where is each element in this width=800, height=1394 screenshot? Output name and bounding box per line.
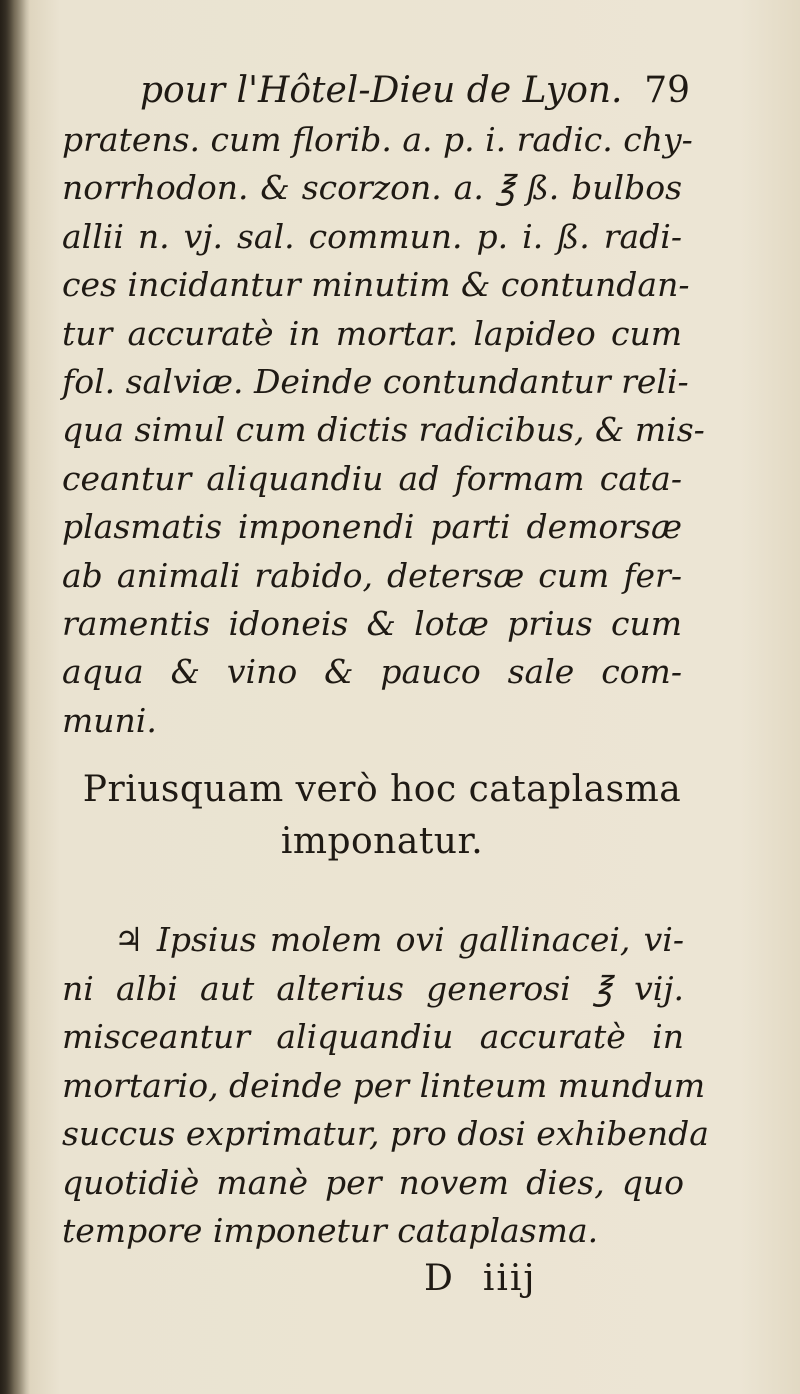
running-head: pour l'Hôtel-Dieu de Lyon. <box>140 70 623 111</box>
text-line: aqua & vino & pauco sale com- <box>62 652 682 692</box>
section-heading <box>72 764 692 868</box>
text-line: pratens. cum florib. a. p. i. radic. chy- <box>62 120 693 159</box>
text-line: ni albi aut alterius generosi ℥ vij. <box>62 968 684 1008</box>
signature-number: iiij <box>482 1258 537 1299</box>
text-line: allii n. vj. sal. commun. p. i. ß. radi- <box>62 216 682 256</box>
text-line: misceantur aliquandiu accuratè in <box>62 1017 684 1056</box>
text-line: quotidiè manè per novem dies, quo <box>62 1162 684 1202</box>
signature-letter: D <box>424 1258 455 1299</box>
text-line: ces incidantur minutim & contundan- <box>62 265 690 305</box>
text-line: succus exprimatur, pro dosi exhibenda <box>62 1114 709 1153</box>
text-line: ceantur aliquandiu ad formam cata- <box>62 458 682 498</box>
text-line: qua simul cum dictis radicibus, & mis- <box>62 410 705 450</box>
heading-line: Priusquam verò hoc cataplasma <box>82 769 682 810</box>
page-header <box>140 66 700 116</box>
recipe-paragraph-1 <box>62 116 705 745</box>
heading-line: imponatur. <box>280 821 484 862</box>
text-line: norrhodon. & scorzon. a. ℥ ß. bulbos <box>62 168 682 208</box>
text-line: fol. salviæ. Deinde contundantur reli- <box>62 362 689 402</box>
text-line: ♃ Ipsius molem ovi gallinacei, vi- <box>114 920 684 959</box>
recipe-paragraph-2 <box>62 916 709 1256</box>
text-line: muni. <box>62 700 157 740</box>
signature-mark <box>424 1254 537 1304</box>
text-line: ab animali rabido, detersæ cum fer- <box>62 555 682 595</box>
text-line: mortario, deinde per linteum mundum <box>62 1065 706 1105</box>
binding-gutter <box>0 0 30 1394</box>
text-line: plasmatis imponendi parti demorsæ <box>62 507 682 547</box>
text-line: tempore imponetur cataplasma. <box>62 1211 599 1250</box>
text-line: tur accuratè in mortar. lapideo cum <box>62 313 682 353</box>
text-line: ramentis idoneis & lotæ prius cum <box>62 604 682 644</box>
page-number: 79 <box>644 70 690 111</box>
